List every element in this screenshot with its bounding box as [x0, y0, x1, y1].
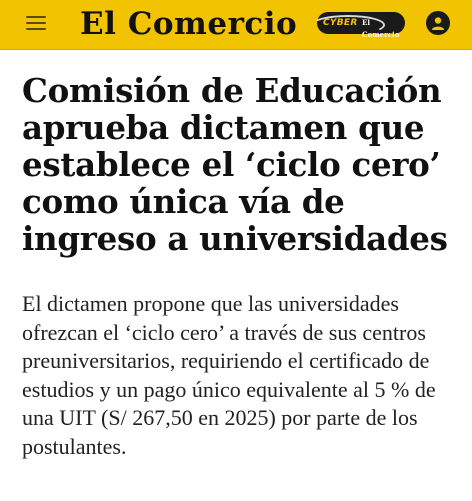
cyber-badge[interactable] [317, 12, 405, 39]
user-icon-glyph [430, 15, 446, 31]
hamburger-menu-icon[interactable] [26, 14, 46, 32]
top-bar [0, 0, 472, 50]
cyber-badge-subtitle: El Comercio [362, 18, 400, 39]
menu-line [26, 16, 46, 18]
menu-line [26, 22, 46, 24]
article-headline: Comisión de Educación aprueba dictamen que establece el ‘ciclo cero’ como única vía de ingreso a universidades [22, 71, 448, 258]
article-summary: El dictamen propone que las universidades ofrezcan el ‘ciclo cero’ a través de sus centros preuniversitarios, requiriendo el certificado de estudios y un pago único equivalente al 5 % de una UIT (S/ 267,50 en 2025) por parte de los postulantes. [22, 291, 436, 459]
site-logo[interactable]: El Comercio [80, 6, 298, 42]
cyber-badge-title: CYBER [323, 18, 358, 28]
menu-line [26, 28, 46, 30]
user-account-icon[interactable] [426, 11, 450, 35]
